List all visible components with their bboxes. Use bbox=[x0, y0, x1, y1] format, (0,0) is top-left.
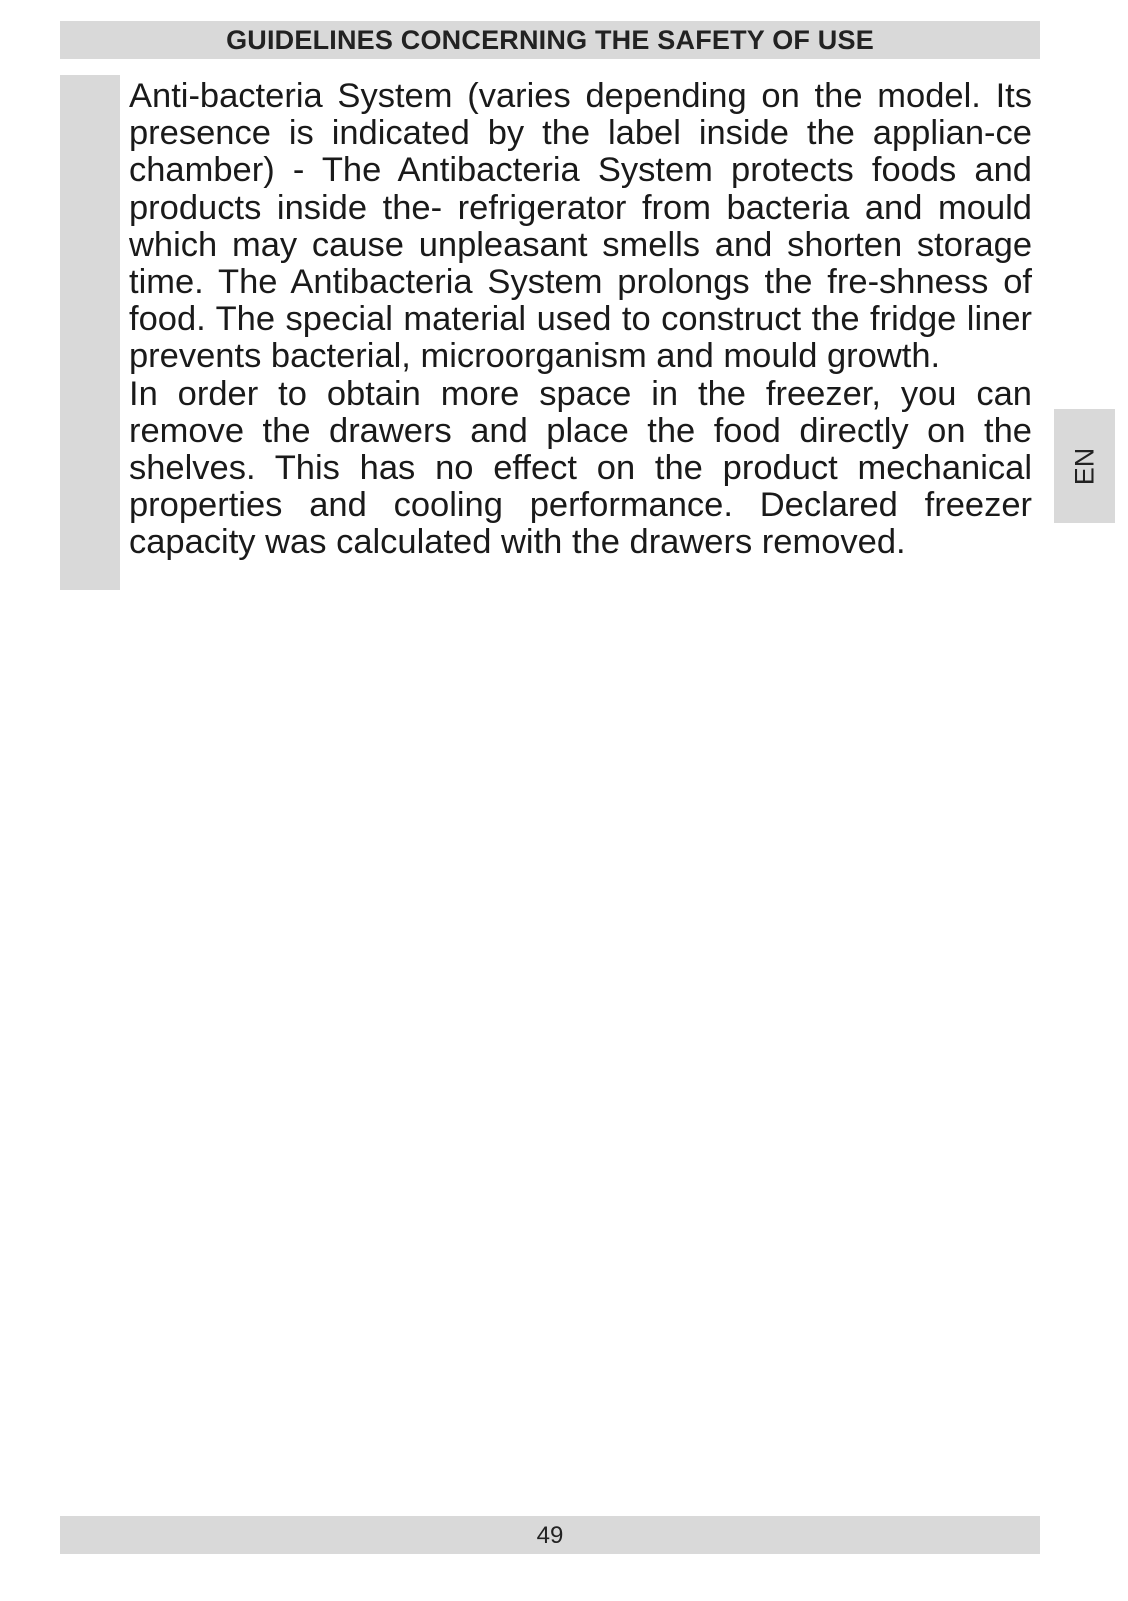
section-header bbox=[60, 21, 1040, 59]
body-text bbox=[129, 78, 1032, 562]
paragraph-freezer-space: In order to obtain more space in the freezer, you can remove the drawers and place the food directly on the shelves. This has no effect on the product mechanical properties and cooling performance. Declared freezer capacity was calculated with the drawers removed. bbox=[129, 374, 1032, 562]
language-tab bbox=[1054, 409, 1115, 523]
language-label: EN bbox=[1068, 447, 1099, 485]
section-title: GUIDELINES CONCERNING THE SAFETY OF USE bbox=[226, 25, 874, 55]
page-footer bbox=[60, 1516, 1040, 1554]
side-marker-bar bbox=[60, 75, 120, 590]
page-number: 49 bbox=[536, 1522, 564, 1549]
paragraph-antibacteria: Anti-bacteria System (varies depending on the model. Its presence is indicated by the label inside the applian-ce chamber) - The Antibacteria System protects foods and products inside the- refrigerator from bacteria and mould which may cause unpleasant smells and shorten storage time. The Antibacteria System prolongs the fre-shness of food. The special material used to construct the fridge liner prevents bacterial, microorganism and mould growth. bbox=[129, 77, 1032, 376]
